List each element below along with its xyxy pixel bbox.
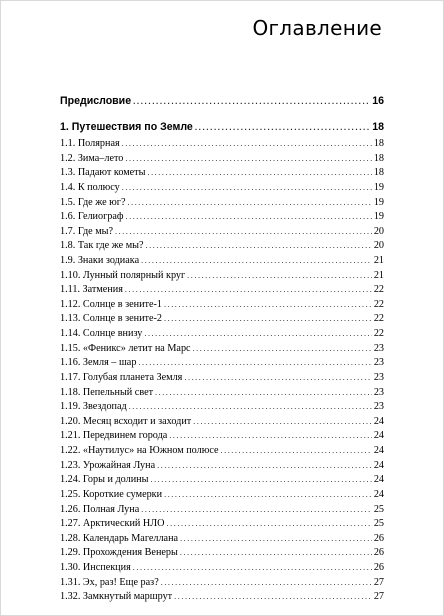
toc-entry-label: 1.27. Арктический НЛО — [60, 518, 165, 530]
toc-entry-label: 1.3. Падают кометы — [60, 167, 146, 179]
toc-entry[interactable] — [60, 152, 384, 166]
dot-leader — [193, 342, 372, 356]
toc-entry-page: 26 — [373, 547, 384, 559]
toc-entry-page: 23 — [373, 401, 384, 413]
toc-entry-label: 1.24. Горы и долины — [60, 474, 149, 486]
page-title: Оглавление — [252, 16, 382, 40]
toc-entry[interactable] — [60, 269, 384, 283]
toc-entry-label: 1.8. Так где же мы? — [60, 240, 144, 252]
toc-entry-preface[interactable] — [60, 94, 384, 108]
dot-leader — [164, 298, 372, 312]
dot-leader — [122, 137, 372, 151]
toc-entry-label: 1.23. Урожайная Луна — [60, 459, 156, 471]
dot-leader — [125, 283, 372, 297]
toc-entry-label: 1.22. «Наутилус» на Южном полюсе — [60, 445, 219, 456]
toc-entry[interactable] — [60, 327, 384, 341]
dot-leader — [164, 488, 372, 502]
toc-entry-label: 1.20. Месяц всходит и заходит — [60, 415, 192, 427]
dot-leader — [150, 473, 371, 487]
toc-entry-page: 24 — [373, 474, 384, 486]
toc-entry-page: 18 — [372, 121, 384, 133]
dot-leader — [187, 269, 372, 283]
toc-entry[interactable] — [60, 166, 384, 180]
dot-leader — [133, 561, 372, 575]
toc-entry[interactable] — [60, 546, 384, 560]
toc-entry-page: 26 — [373, 562, 384, 573]
toc-entry-label: 1.25. Короткие сумерки — [60, 488, 163, 500]
toc-entry-label: 1.13. Солнце в зените-2 — [60, 313, 162, 325]
dot-leader — [122, 181, 372, 195]
toc-entry[interactable] — [60, 517, 384, 531]
dot-leader — [169, 429, 372, 443]
toc-entry-page: 21 — [373, 269, 384, 281]
toc-entry[interactable] — [60, 561, 384, 575]
toc-entry-label: 1.16. Земля – шар — [60, 357, 137, 369]
toc-entry-page: 22 — [373, 284, 384, 296]
toc-entry-page: 24 — [373, 415, 384, 427]
toc-entry[interactable] — [60, 400, 384, 414]
toc-entry-page: 23 — [373, 386, 384, 398]
dot-leader — [128, 196, 372, 210]
toc-entry-label: 1. Путешествия по Земле — [60, 121, 193, 133]
toc-entry-page: 27 — [373, 591, 384, 603]
toc-entry-label: 1.15. «Феникс» летит на Марс — [60, 342, 191, 354]
toc-entry[interactable] — [60, 356, 384, 370]
toc-entry[interactable] — [60, 210, 384, 224]
toc-entry-label: 1.31. Эх, раз! Еще раз? — [60, 576, 159, 588]
dot-leader — [141, 254, 372, 268]
toc-entry-page: 20 — [373, 240, 384, 252]
toc-entry[interactable] — [60, 590, 384, 604]
dot-leader — [141, 503, 372, 517]
toc-entry-page: 26 — [373, 532, 384, 544]
toc-entry[interactable] — [60, 342, 384, 356]
toc-entry-label: 1.26. Полная Луна — [60, 503, 140, 515]
toc-entry[interactable] — [60, 137, 384, 151]
dot-leader — [184, 371, 371, 385]
dot-leader — [195, 121, 370, 135]
toc-entry-page: 27 — [373, 576, 384, 588]
toc-entry-page: 22 — [373, 313, 384, 325]
toc-entry-label: 1.9. Знаки зодиака — [60, 255, 140, 266]
toc-entry-label: 1.28. Календарь Магеллана — [60, 532, 179, 544]
toc-entry[interactable] — [60, 532, 384, 546]
dot-leader — [221, 444, 372, 458]
toc-entry[interactable] — [60, 196, 384, 210]
toc-entry-page: 23 — [373, 357, 384, 369]
dot-leader — [144, 327, 371, 341]
toc-entry-label: 1.14. Солнце внизу — [60, 328, 143, 340]
toc-entry-label: 1.2. Зима–лето — [60, 152, 124, 164]
dot-leader — [167, 517, 372, 531]
dot-leader — [133, 95, 370, 109]
toc-entry-page: 23 — [373, 342, 384, 354]
dot-leader — [147, 166, 371, 180]
dot-leader — [193, 415, 372, 429]
toc-entry-label: Предисловие — [60, 95, 132, 107]
toc-entry[interactable] — [60, 473, 384, 487]
toc-entry[interactable] — [60, 181, 384, 195]
toc-entry-label: 1.19. Звездопад — [60, 401, 127, 413]
toc-entry-page: 18 — [373, 152, 384, 164]
toc-entry-label: 1.11. Затмения — [60, 284, 123, 296]
toc-entry-label: 1.6. Гелиограф — [60, 211, 124, 223]
toc-entry-label: 1.30. Инспекция — [60, 562, 131, 573]
toc-entry-page: 16 — [372, 95, 384, 107]
toc-entry-page: 24 — [373, 488, 384, 500]
toc-entry-label: 1.10. Лунный полярный круг — [60, 269, 186, 281]
toc-entry-chapter-1[interactable] — [60, 120, 384, 134]
dot-leader — [138, 356, 371, 370]
dot-leader — [161, 576, 372, 590]
toc-entry[interactable] — [60, 444, 384, 458]
toc-entry-label: 1.12. Солнце в зените-1 — [60, 298, 162, 310]
dot-leader — [164, 312, 372, 326]
toc-entry-page: 24 — [373, 459, 384, 471]
dot-leader — [180, 532, 372, 546]
toc-entry-page: 18 — [373, 167, 384, 179]
toc-entry[interactable] — [60, 386, 384, 400]
toc-entry-page: 24 — [373, 445, 384, 456]
toc-entry[interactable] — [60, 415, 384, 429]
toc-entry[interactable] — [60, 312, 384, 326]
toc-entry[interactable] — [60, 576, 384, 590]
toc-entry-label: 1.32. Замкнутый маршрут — [60, 591, 173, 603]
toc-entry-page: 24 — [373, 430, 384, 442]
toc-entry-page: 21 — [373, 255, 384, 266]
toc-entry[interactable] — [60, 254, 384, 268]
toc-entry-label: 1.7. Где мы? — [60, 225, 114, 237]
toc-entry-page: 25 — [373, 518, 384, 530]
toc-entry-page: 19 — [373, 211, 384, 223]
dot-leader — [155, 386, 372, 400]
toc-entry-page: 19 — [373, 181, 384, 193]
toc-entry-page: 19 — [373, 196, 384, 208]
toc-entry-label: 1.18. Пепельный свет — [60, 386, 154, 398]
dot-leader — [125, 152, 371, 166]
toc-entry[interactable] — [60, 488, 384, 502]
toc-entry[interactable] — [60, 429, 384, 443]
toc-entry[interactable] — [60, 225, 384, 239]
dot-leader — [115, 225, 372, 239]
toc-entry[interactable] — [60, 298, 384, 312]
dot-leader — [126, 210, 372, 224]
toc-entry-page: 22 — [373, 298, 384, 310]
toc-entry-page: 22 — [373, 328, 384, 340]
toc-entry[interactable] — [60, 283, 384, 297]
toc-entry-page: 20 — [373, 225, 384, 237]
toc-entry-label: 1.1. Полярная — [60, 138, 120, 149]
toc-entry-label: 1.4. К полюсу — [60, 181, 120, 193]
toc-entry-page: 25 — [373, 503, 384, 515]
toc-entry[interactable] — [60, 503, 384, 517]
toc-entry-label: 1.21. Передвинем города — [60, 430, 168, 442]
toc-entry[interactable] — [60, 371, 384, 385]
toc-entry[interactable] — [60, 239, 384, 253]
dot-leader — [157, 459, 372, 473]
dot-leader — [174, 590, 372, 604]
toc-entry[interactable] — [60, 459, 384, 473]
toc-entry-page: 23 — [373, 371, 384, 383]
toc-entry-label: 1.5. Где же юг? — [60, 196, 126, 208]
dot-leader — [129, 400, 372, 414]
toc-entry-page: 18 — [373, 138, 384, 149]
toc-entry-label: 1.29. Прохождения Венеры — [60, 547, 178, 559]
dot-leader — [146, 239, 372, 253]
toc-entry-label: 1.17. Голубая планета Земля — [60, 371, 183, 383]
dot-leader — [180, 546, 372, 560]
